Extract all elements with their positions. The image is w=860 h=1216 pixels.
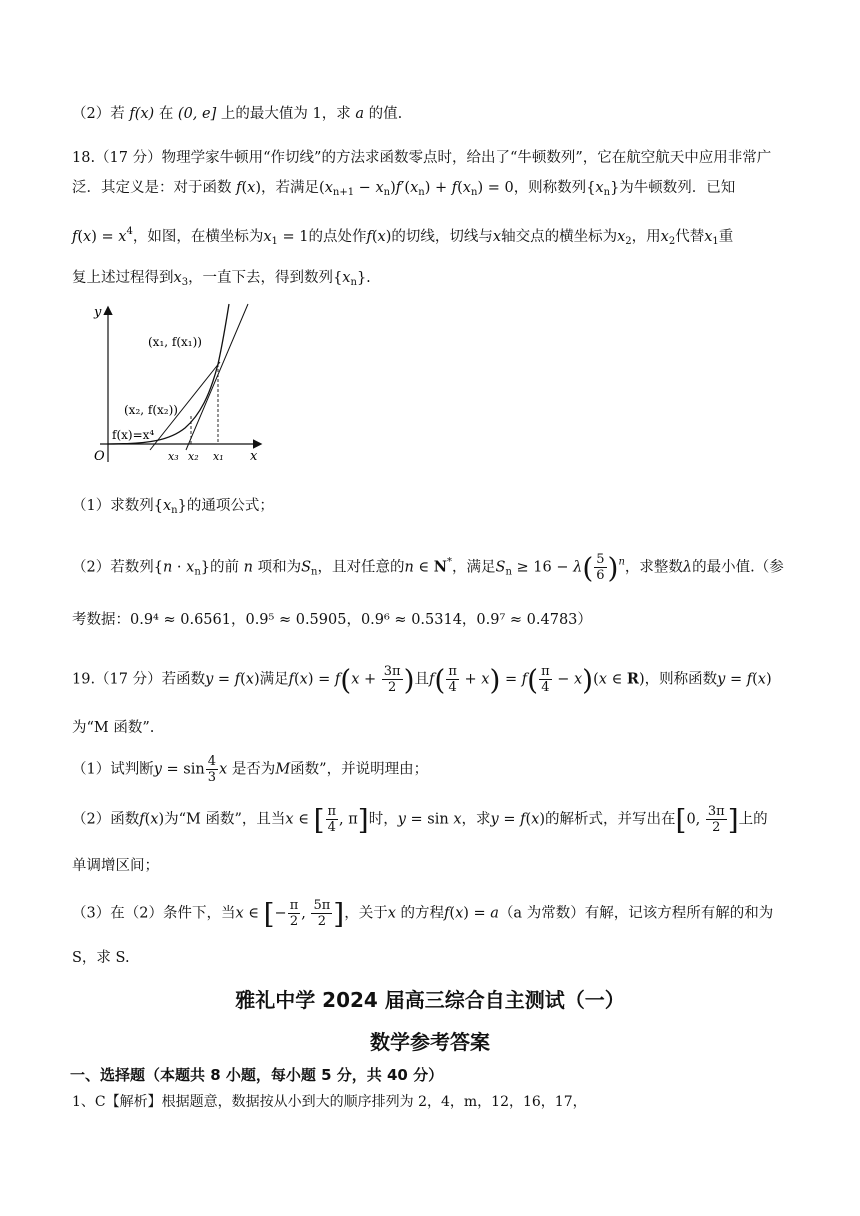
label-point1: (x₁, f(x₁)) xyxy=(148,335,202,349)
label-origin: O xyxy=(94,449,105,464)
label-point2: (x₂, f(x₂)) xyxy=(124,403,178,417)
q19-line2: 为“M 函数”. xyxy=(72,720,155,736)
q18-line4: 复上述过程得到$x_3$，一直下去，得到数列$\{x_n\}$. xyxy=(72,270,371,288)
exam-title: 雅礼中学 2024 届高三综合自主测试（一） xyxy=(235,988,625,1012)
math-fx: f xyxy=(236,180,242,196)
q18-line2: 泛．其定义是：对于函数 f(x)，若满足$(x_{n+1} - x_n)f'(x_n) + f(x_n) = 0$，则称数列$\{x_n\}$为牛顿数列．已知 xyxy=(72,180,736,198)
answer-1: 1、C【解析】根据题意，数据按从小到大的顺序排列为 2，4，m，12，16，17， xyxy=(72,1094,587,1110)
q18-part1: （1）求数列$\{x_n\}$的通项公式； xyxy=(72,498,274,516)
section-heading: 一、选择题（本题共 8 小题，每小题 5 分，共 40 分） xyxy=(70,1066,444,1084)
newton-tangent-figure xyxy=(90,300,270,468)
label-x2: x₂ xyxy=(188,450,199,463)
label-y: y xyxy=(94,305,102,320)
q19-part3: （3）在（2）条件下，当x ∈ [− $\frac{\pi}{2}$ , $\frac{5\pi}{2}$ ]，关于x 的方程f(x) = a（a 为常数）有解，记该方程所有解的和为 xyxy=(72,897,774,931)
q19-part2-line2: 单调增区间； xyxy=(72,858,159,874)
answers-title: 数学参考答案 xyxy=(370,1030,490,1054)
q18-reference-data: 考数据：0.9⁴ ≈ 0.6561，0.9⁵ ≈ 0.5905，0.9⁶ ≈ 0.5314，0.9⁷ ≈ 0.4783） xyxy=(72,612,592,628)
q18-line1: 18.（17 分）物理学家牛顿用“作切线”的方法求函数零点时，给出了“牛顿数列”，它在航空航天中应用非常广 xyxy=(72,150,772,166)
q19-line1: 19.（17 分）若函数y = f(x)满足f(x) = f(x + $\frac{3\pi}{2}$ )且f( $\frac{\pi}{4}$ + x) = f( $\frac{\pi}{4}$ − x)(x ∈ R)，则称函数y = f(x) xyxy=(72,663,772,697)
math-fx: f(x) xyxy=(129,106,155,122)
q18-part2: （2）若数列$\{n \cdot x_n\}$的前 n 项和为$S_n$，且对任意的n ∈ N*，满足$S_n \ge 16 - \lambda$( $\frac{5}{6}$ )$^n$，求整数λ的最小值.（参 xyxy=(72,551,784,585)
q18-line3: $f(x) = x^4$，如图，在横坐标为$x_1 = 1$的点处作f(x)的切线，切线与x轴交点的横坐标为$x_2$，用$x_2$代替$x_1$重 xyxy=(72,226,734,247)
math-interval: (0, e] xyxy=(177,106,217,122)
label-x: x xyxy=(250,449,258,464)
q19-part1: （1）试判断y = sin $\frac{4}{3}$ x 是否为M函数”，并说明理由； xyxy=(72,754,429,785)
q17-part2-line: （2）若 f(x) 在 (0, e] 上的最大值为 1，求 a 的值. xyxy=(72,106,403,122)
q19-part3-line2: S，求 S. xyxy=(72,950,130,966)
label-function: f(x)=x⁴ xyxy=(112,428,155,442)
q19-part2: （2）函数f(x)为“M 函数”，且当x ∈ [ $\frac{\pi}{4}$ , π]时，y = sin x，求y = f(x)的解析式，并写出在[0, $\frac{3\pi}{2}$ ]上的 xyxy=(72,803,768,837)
label-x3: x₃ xyxy=(168,450,179,463)
label-x1: x₁ xyxy=(213,450,224,463)
tangent-line-1 xyxy=(186,304,248,450)
